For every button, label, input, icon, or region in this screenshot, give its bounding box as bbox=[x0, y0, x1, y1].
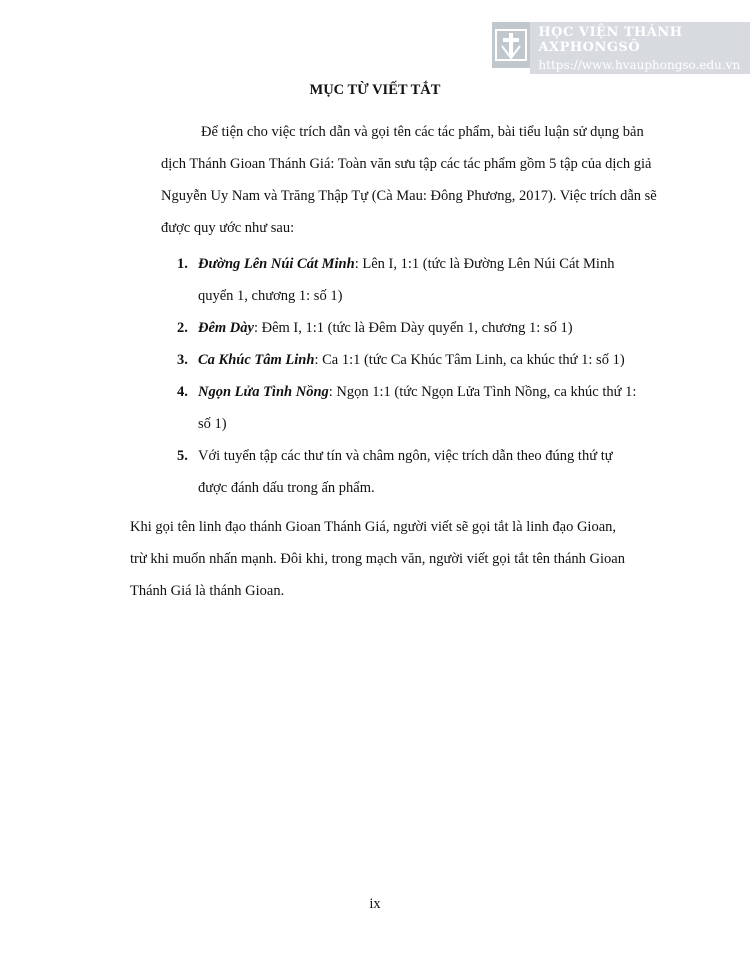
list-item-title: Ca Khúc Tâm Linh bbox=[198, 352, 315, 368]
closing-paragraph: Khi gọi tên linh đạo thánh Gioan Thánh Giá, người viết sẽ gọi tắt là linh đạo Gioan, trừ khi muốn nhấn mạnh. Đôi khi, trong mạch văn, người viết gọi tắt tên thánh Gioan Thánh Giá là thánh Gioan. bbox=[130, 519, 625, 599]
list-item-number: 5. bbox=[177, 448, 188, 464]
list-item-title: Đường Lên Núi Cát Minh bbox=[198, 256, 355, 272]
list-item-text: Với tuyển tập các thư tín và châm ngôn, việc trích dẫn theo đúng thứ tự được đánh dấu trong ấn phẩm. bbox=[198, 448, 613, 496]
page-title: MỤC TỪ VIẾT TẮT bbox=[309, 82, 441, 98]
intro-text: Để tiện cho việc trích dẫn và gọi tên các tác phẩm, bài tiểu luận sử dụng bản dịch Thánh Gioan Thánh Giá: Toàn văn sưu tập các tác phẩm gồm 5 tập của dịch giả Nguyễn Uy Nam và Trăng Thập Tự (Cà Mau: Đông Phương, 2017). Việc trích dẫn sẽ được quy ước như sau: bbox=[161, 124, 657, 236]
list-item-number: 3. bbox=[177, 352, 188, 368]
list-item-text: : Ngọn 1:1 (tức Ngọn Lửa Tình Nồng, ca khúc thứ 1: số 1) bbox=[198, 384, 637, 432]
list-item-text: : Lên I, 1:1 (tức là Đường Lên Núi Cát Minh quyển 1, chương 1: số 1) bbox=[198, 256, 615, 304]
list-item-text: : Ca 1:1 (tức Ca Khúc Tâm Linh, ca khúc thứ 1: số 1) bbox=[314, 352, 625, 368]
page-number: ix bbox=[369, 896, 381, 912]
list-item bbox=[161, 440, 641, 504]
academy-logo-icon bbox=[492, 22, 530, 68]
list-item-number: 2. bbox=[177, 320, 188, 336]
list-item-title: Ngọn Lửa Tình Nồng bbox=[198, 384, 329, 400]
watermark-url: https://www.hvauphongso.edu.vn bbox=[538, 58, 741, 72]
list-item-title: Đêm Dày bbox=[198, 320, 254, 336]
list-item bbox=[161, 312, 641, 344]
list-item-number: 1. bbox=[177, 256, 188, 272]
abbreviation-list bbox=[161, 248, 641, 504]
list-item bbox=[161, 376, 641, 440]
watermark bbox=[492, 22, 750, 74]
list-item bbox=[161, 248, 641, 312]
list-item bbox=[161, 344, 641, 376]
list-item-text: : Đêm I, 1:1 (tức là Đêm Dày quyển 1, chương 1: số 1) bbox=[253, 320, 573, 336]
intro-paragraph bbox=[161, 116, 661, 244]
list-item-number: 4. bbox=[177, 384, 188, 400]
watermark-text bbox=[530, 22, 750, 74]
watermark-name: HỌC VIỆN THÁNH AXPHONGSÔ bbox=[538, 25, 683, 55]
